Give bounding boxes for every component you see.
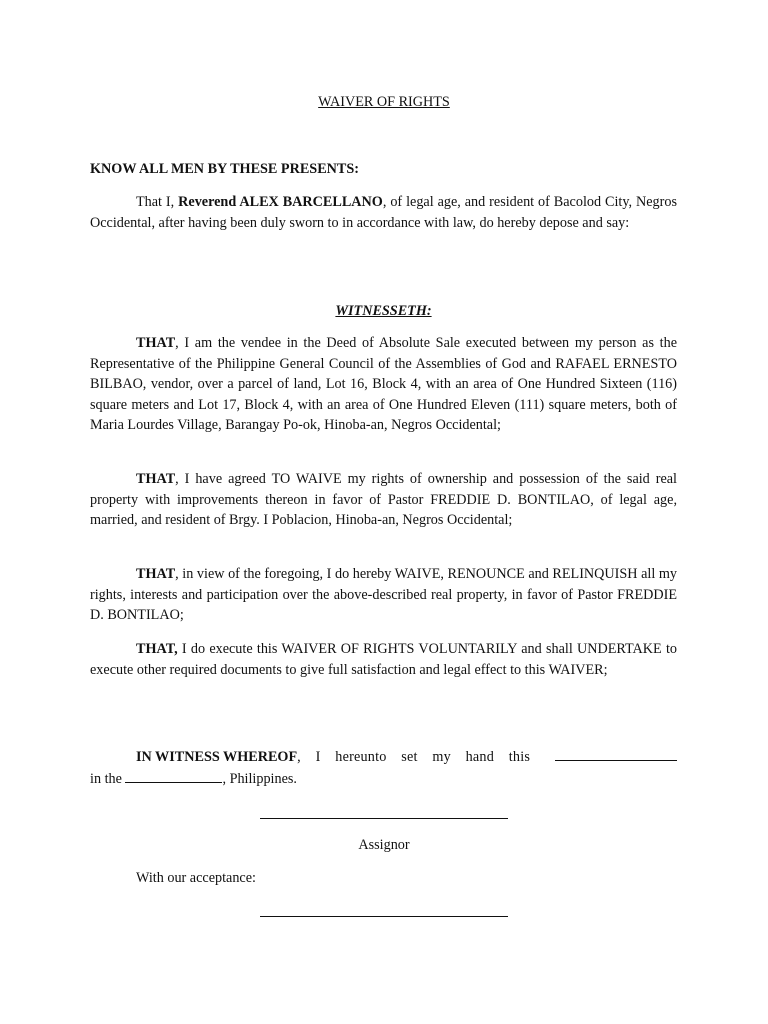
affiant-name: Reverend ALEX BARCELLANO (178, 194, 383, 210)
clause-4 (90, 639, 677, 680)
in-witness-lead: IN WITNESS WHEREOF (136, 749, 298, 765)
clause-3-lead: THAT (136, 566, 176, 582)
intro-lead: That I, (136, 194, 179, 210)
in-witness-line-2 (90, 768, 677, 790)
clause-4-lead: THAT, (136, 641, 178, 657)
clause-1 (90, 333, 677, 436)
witnesseth-heading: WITNESSETH: (335, 303, 432, 319)
clause-1-lead: THAT (136, 335, 176, 351)
clause-3 (90, 564, 677, 626)
intro-paragraph (90, 192, 677, 233)
clause-4-text: I do execute this WAIVER OF RIGHTS VOLUNTARILY and shall UNDERTAKE to execute other required documents to give full satisfaction and legal effect to this WAIVER; (90, 641, 677, 678)
document-title: WAIVER OF RIGHTS (318, 94, 450, 110)
opening-heading: KNOW ALL MEN BY THESE PRESENTS: (90, 161, 359, 177)
clause-1-text: , I am the vendee in the Deed of Absolute Sale executed between my person as the Representative of the Philippine General Council of the Assemblies of God and RAFAEL ERNESTO BILBAO, vendor, over a parcel of land, Lot 16, Block 4, with an area of One Hundred Sixteen (116) square meters and Lot 17, Block 4, with an area of One Hundred Eleven (111) square meters, both of Maria Lourdes Village, Barangay Po-ok, Hinoba-an, Negros Occidental; (90, 335, 677, 434)
acceptance-label: With our acceptance: (136, 870, 256, 886)
in-witness-line-1 (90, 746, 677, 768)
in-witness-paragraph (90, 746, 677, 789)
in-witness-text: , I hereunto set my hand this (297, 749, 531, 765)
assignor-signature-line[interactable] (260, 818, 508, 819)
in-the-label: in the (90, 770, 122, 787)
clause-3-text: , in view of the foregoing, I do hereby WAIVE, RENOUNCE and RELINQUISH all my rights, interests and participation over the above-described real property, in favor of Pastor FREDDIE D. BONTILAO; (90, 566, 677, 624)
intro-rest: , of legal age, and resident of Bacolod City, Negros Occidental, after having been duly sworn to in accordance with law, do hereby depose and say: (90, 194, 677, 231)
clause-2-lead: THAT (136, 471, 176, 487)
acceptance-signature-line[interactable] (260, 916, 508, 917)
clause-2 (90, 469, 677, 531)
date-blank[interactable] (555, 746, 677, 761)
place-blank[interactable] (125, 768, 222, 783)
clause-2-text: , I have agreed TO WAIVE my rights of ownership and possession of the said real property with improvements thereon in favor of Pastor FREDDIE D. BONTILAO, of legal age, married, and resident of Brgy. I Poblacion, Hinoba-an, Negros Occidental; (90, 471, 677, 529)
philippines-label: , Philippines. (222, 770, 297, 787)
assignor-label: Assignor (358, 837, 410, 853)
